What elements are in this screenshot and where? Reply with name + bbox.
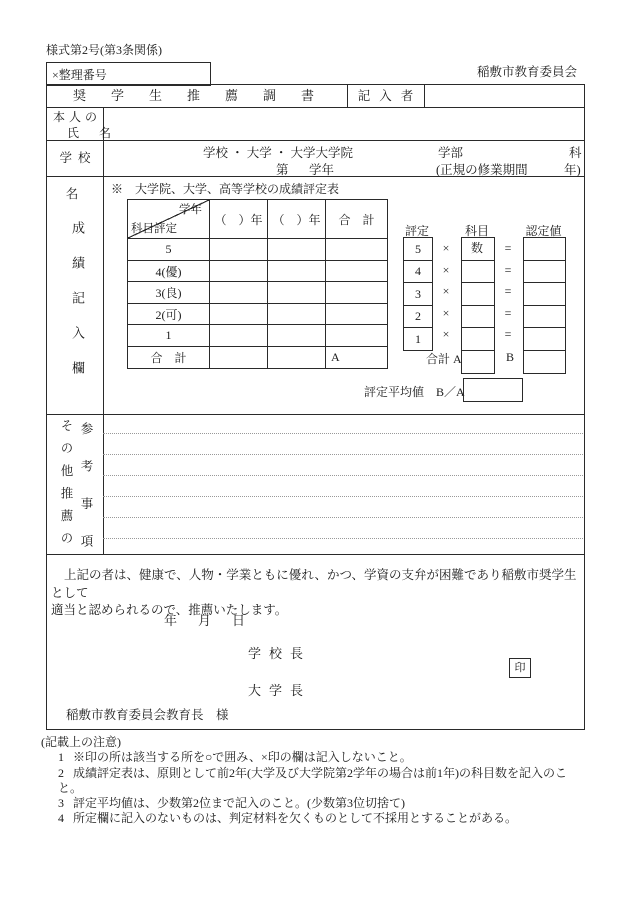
- corner-year-label: 学年: [179, 204, 202, 216]
- grade-row-label: 1: [128, 325, 210, 347]
- department-label: 科: [569, 146, 582, 160]
- grade-input-cell[interactable]: [268, 347, 326, 369]
- eval-grade-stack: [403, 237, 433, 351]
- eval-grade-cell: 2: [404, 306, 432, 328]
- equals-sign: =: [504, 327, 512, 341]
- grade-input-cell[interactable]: [268, 325, 326, 347]
- grade-row-label: 5: [128, 239, 210, 261]
- equals-sign: =: [504, 284, 512, 298]
- grade-input-cell[interactable]: [268, 304, 326, 325]
- study-period-close-label: 年): [564, 163, 581, 177]
- multiply-sign: ×: [442, 327, 450, 341]
- note-number: 4: [58, 811, 64, 826]
- applicant-name-input-cell[interactable]: [104, 108, 583, 139]
- day-label: 日: [232, 613, 246, 628]
- sum-a-label: 合計 A: [426, 352, 462, 366]
- note-item: [41, 796, 586, 811]
- grade-prefix-label: 第: [276, 163, 289, 177]
- grades-section-label: 成績記入欄: [70, 221, 85, 396]
- eval-grade-cell: 4: [404, 261, 432, 283]
- multiply-sign: ×: [442, 306, 450, 320]
- remarks-writing-line[interactable]: [103, 433, 583, 434]
- eval-grade-header: 評定: [404, 224, 429, 238]
- grade-table-caption: ※ 大学院、大学、高等学校の成績評定表: [111, 182, 340, 196]
- total-a-mark: A: [326, 347, 388, 369]
- subjects-input-cell[interactable]: [462, 261, 494, 283]
- grade-evaluation-table: [127, 199, 388, 369]
- note-text: 成績評定表は、原則として前2年(大学及び大学院第2学年の場合は前1年)の科目数を記入のこと。: [58, 765, 567, 795]
- reference-number-field[interactable]: [46, 62, 211, 86]
- study-period-open-label: (正規の修業期間: [436, 163, 528, 177]
- year-column-header: （ ）年: [210, 200, 268, 239]
- note-number: 3: [58, 796, 64, 811]
- note-text: 評定平均値は、少数第2位まで記入のこと。(少数第3位切捨て): [73, 796, 405, 811]
- year-label: 年: [164, 613, 178, 628]
- divider: [103, 107, 104, 554]
- value-input-cell[interactable]: [524, 328, 565, 351]
- grade-input-cell[interactable]: [326, 325, 388, 347]
- average-label: 評定平均値 B／A: [364, 385, 465, 399]
- addressee-line: 稲敷市教育委員会教育長 様: [66, 708, 229, 722]
- value-total-input-cell[interactable]: [524, 351, 565, 373]
- subjects-input-cell[interactable]: [462, 283, 494, 306]
- multiply-sign: ×: [442, 284, 450, 298]
- remarks-writing-line[interactable]: [103, 538, 583, 539]
- year-column-header: （ ）年: [268, 200, 326, 239]
- average-input-box[interactable]: [463, 378, 523, 402]
- value-input-cell[interactable]: [524, 283, 565, 306]
- notes-section: [41, 735, 586, 827]
- grade-input-cell[interactable]: [268, 239, 326, 261]
- divider: [47, 140, 584, 141]
- subjects-input-cell[interactable]: [462, 238, 494, 261]
- grade-input-cell[interactable]: [268, 282, 326, 304]
- eval-value-stack: [523, 237, 566, 374]
- applicant-name-label: 本人の 氏名: [52, 110, 132, 140]
- seal-box: 印: [509, 658, 531, 678]
- notes-heading: (記載上の注意): [41, 735, 121, 749]
- faculty-label: 学部: [438, 146, 464, 160]
- grade-input-cell[interactable]: [268, 261, 326, 282]
- grade-input-cell[interactable]: [326, 239, 388, 261]
- form-number: 様式第2号(第3条関係): [46, 43, 162, 57]
- other-section-label-col2: 参考事項: [79, 422, 93, 572]
- multiply-sign: ×: [442, 263, 450, 277]
- eval-grade-cell: 3: [404, 283, 432, 306]
- equals-sign: =: [504, 263, 512, 277]
- subjects-input-cell[interactable]: [462, 328, 494, 351]
- total-column-header: 合 計: [326, 200, 388, 239]
- note-item: [41, 766, 586, 797]
- agency-name: 稲敷市教育委員会: [476, 65, 577, 79]
- grade-input-cell[interactable]: [210, 261, 268, 282]
- note-item: [41, 750, 586, 765]
- subjects-input-cell[interactable]: [462, 306, 494, 328]
- reference-number-label: ×整理番号: [52, 68, 107, 82]
- grade-input-cell[interactable]: [326, 282, 388, 304]
- total-row-label: 合 計: [128, 347, 210, 369]
- grade-input-cell[interactable]: [210, 239, 268, 261]
- note-number: 1: [58, 750, 64, 765]
- note-number: 2: [58, 765, 64, 780]
- diagonal-header-cell: [128, 200, 209, 238]
- subjects-total-input-cell[interactable]: [462, 351, 494, 373]
- month-label: 月: [198, 613, 212, 628]
- divider: [47, 554, 584, 555]
- eval-grade-cell: 5: [404, 238, 432, 261]
- recorder-input-cell[interactable]: [425, 86, 583, 106]
- grade-row-label: 3(良): [128, 282, 210, 304]
- note-item: [41, 811, 586, 826]
- grade-input-cell[interactable]: [210, 325, 268, 347]
- sum-b-label: B: [506, 350, 515, 364]
- recommendation-statement: 上記の者は、健康で、人物・学業ともに優れ、かつ、学資の支弁が困難であり稲敷市奨学生として 適当と認められるので、推薦いたします。: [51, 568, 577, 617]
- multiply-sign: ×: [442, 241, 450, 255]
- value-input-cell[interactable]: [524, 238, 565, 261]
- school-type-options[interactable]: 学校 ・ 大学 ・ 大学大学院: [203, 146, 354, 160]
- date-line[interactable]: [164, 610, 245, 629]
- grade-row-label: 2(可): [128, 304, 210, 325]
- recorder-label: 記入者: [357, 89, 423, 103]
- note-text: 所定欄に記入のないものは、判定材料を欠くものとして不採用とすることがある。: [73, 811, 518, 826]
- principal-signature-label: 学校長: [248, 646, 312, 661]
- remarks-writing-line[interactable]: [103, 496, 583, 497]
- equals-sign: =: [504, 306, 512, 320]
- grade-input-cell[interactable]: [210, 347, 268, 369]
- eval-value-header: 認定値: [525, 224, 562, 238]
- form-title: 奨学生推薦調書: [73, 88, 340, 103]
- note-text: ※印の所は該当する所を○で囲み、×印の欄は記入しないこと。: [73, 750, 412, 765]
- eval-subjects-stack: [461, 237, 495, 374]
- grade-input-cell[interactable]: [210, 282, 268, 304]
- remarks-writing-line[interactable]: [103, 517, 583, 518]
- value-input-cell[interactable]: [524, 261, 565, 283]
- grade-input-cell[interactable]: [326, 304, 388, 325]
- value-input-cell[interactable]: [524, 306, 565, 328]
- eval-grade-cell: 1: [415, 332, 421, 346]
- remarks-writing-line[interactable]: [103, 454, 583, 455]
- corner-subject-label: 科目評定: [131, 223, 177, 235]
- grade-input-cell[interactable]: [326, 261, 388, 282]
- divider: [47, 414, 584, 415]
- eval-subjects-header: 科目数: [464, 224, 489, 255]
- main-form-table: [46, 84, 585, 730]
- equals-sign: =: [504, 241, 512, 255]
- grade-input-cell[interactable]: [210, 304, 268, 325]
- grade-suffix-label: 学年: [309, 163, 335, 177]
- remarks-writing-line[interactable]: [103, 475, 583, 476]
- school-name-label: 学校名: [59, 151, 97, 201]
- president-signature-label: 大学長: [248, 683, 312, 698]
- other-section-label-col1: その他推薦の: [59, 419, 73, 554]
- grade-row-label: 4(優): [128, 261, 210, 282]
